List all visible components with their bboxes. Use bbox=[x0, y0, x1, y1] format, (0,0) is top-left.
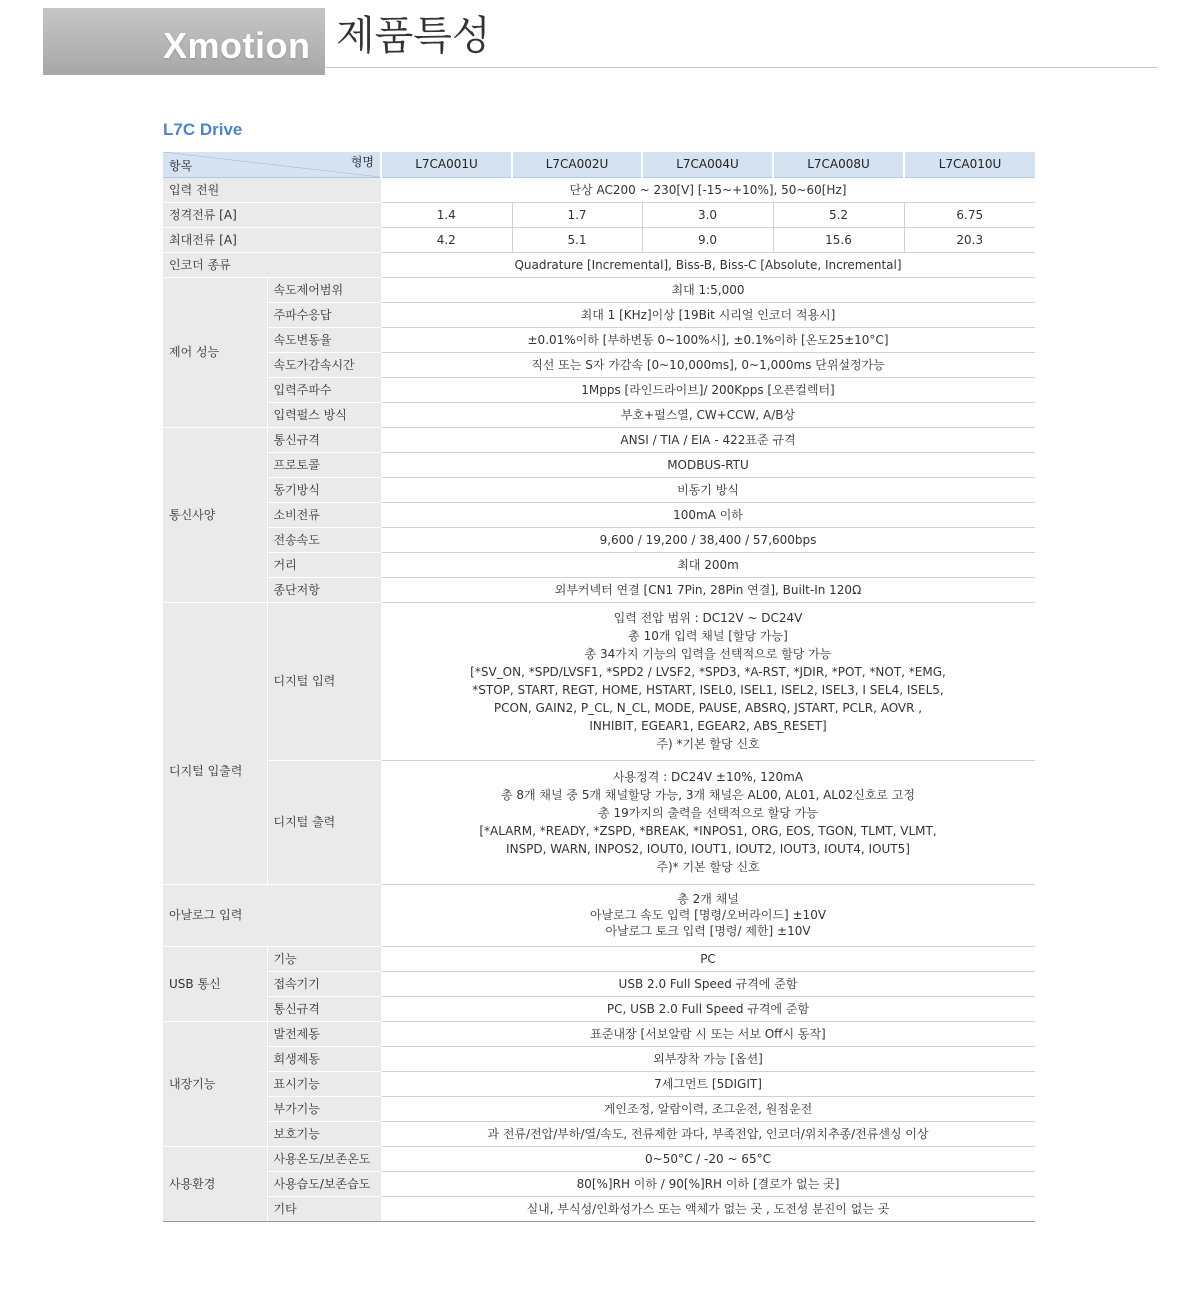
row-value: 20.3 bbox=[904, 227, 1035, 252]
row-label: 종단저항 bbox=[267, 577, 381, 602]
value-line: 주)* 기본 할당 신호 bbox=[656, 860, 760, 874]
header-model-label: 형명 bbox=[350, 155, 374, 169]
row-value: PC, USB 2.0 Full Speed 규격에 준함 bbox=[381, 996, 1035, 1021]
row-label: 디지털 출력 bbox=[267, 760, 381, 884]
table-row bbox=[163, 1121, 1035, 1146]
row-label: 정격전류 [A] bbox=[163, 202, 381, 227]
row-label: 소비전류 bbox=[267, 502, 381, 527]
table-row bbox=[163, 971, 1035, 996]
row-value: 5.1 bbox=[512, 227, 642, 252]
analog-input-value bbox=[381, 884, 1035, 946]
row-value: 외부장착 가능 [옵션] bbox=[381, 1046, 1035, 1071]
table-row bbox=[163, 227, 1035, 252]
row-label: 사용습도/보존습도 bbox=[267, 1171, 381, 1196]
row-value: 외부커넥터 연결 [CN1 7Pin, 28Pin 연결], Built-In 120Ω bbox=[381, 577, 1035, 602]
table-row bbox=[163, 277, 1035, 302]
table-row bbox=[163, 527, 1035, 552]
value-line: 총 19가지의 출력을 선택적으로 할당 가능 bbox=[598, 806, 818, 820]
table-row bbox=[163, 602, 1035, 760]
row-label: 최대전류 [A] bbox=[163, 227, 381, 252]
row-label: 접속기기 bbox=[267, 971, 381, 996]
table-row bbox=[163, 177, 1035, 202]
value-line: PCON, GAIN2, P_CL, N_CL, MODE, PAUSE, ABSRQ, JSTART, PCLR, AOVR , bbox=[493, 701, 923, 715]
row-label: 인코더 종류 bbox=[163, 252, 381, 277]
table-row bbox=[163, 327, 1035, 352]
table-row bbox=[163, 996, 1035, 1021]
row-value: USB 2.0 Full Speed 규격에 준함 bbox=[381, 971, 1035, 996]
row-value: 과 전류/전압/부하/열/속도, 전류제한 과다, 부족전압, 인코더/위치추종/전류센싱 이상 bbox=[381, 1121, 1035, 1146]
table-row bbox=[163, 302, 1035, 327]
row-value: 표준내장 [서보알람 시 또는 서보 Off시 동작] bbox=[381, 1021, 1035, 1046]
table-row bbox=[163, 252, 1035, 277]
row-label: 발전제동 bbox=[267, 1021, 381, 1046]
group-label: 사용환경 bbox=[163, 1146, 267, 1221]
table-row bbox=[163, 477, 1035, 502]
value-line: 아날로그 토크 입력 [명령/ 제한] ±10V bbox=[605, 924, 811, 938]
table-row bbox=[163, 760, 1035, 884]
row-value: 1Mpps [라인드라이브]/ 200Kpps [오픈컬렉터] bbox=[381, 377, 1035, 402]
group-label: 제어 성능 bbox=[163, 277, 267, 427]
table-row bbox=[163, 452, 1035, 477]
row-value: 단상 AC200 ~ 230[V] [-15~+10%], 50~60[Hz] bbox=[381, 177, 1035, 202]
row-label: 디지털 입력 bbox=[267, 602, 381, 760]
model-header: L7CA004U bbox=[642, 152, 773, 177]
row-value: 7세그먼트 [5DIGIT] bbox=[381, 1071, 1035, 1096]
value-line: 총 2개 채널 bbox=[677, 892, 739, 906]
row-value: 게인조정, 알람이력, 조그운전, 원점운전 bbox=[381, 1096, 1035, 1121]
row-value: 4.2 bbox=[381, 227, 512, 252]
table-row bbox=[163, 352, 1035, 377]
table-row bbox=[163, 1021, 1035, 1046]
table-row bbox=[163, 502, 1035, 527]
row-value: 80[%]RH 이하 / 90[%]RH 이하 [결로가 없는 곳] bbox=[381, 1171, 1035, 1196]
title-divider bbox=[325, 67, 1158, 68]
row-label: 전송속도 bbox=[267, 527, 381, 552]
row-value: 3.0 bbox=[642, 202, 773, 227]
table-row bbox=[163, 1196, 1035, 1221]
row-label: 입력 전원 bbox=[163, 177, 381, 202]
table-row bbox=[163, 1146, 1035, 1171]
header-corner-cell bbox=[163, 152, 381, 177]
row-value: 직선 또는 S자 가감속 [0~10,000ms], 0~1,000ms 단위설정가능 bbox=[381, 352, 1035, 377]
row-value: Quadrature [Incremental], Biss-B, Biss-C [Absolute, Incremental] bbox=[381, 252, 1035, 277]
value-line: 총 8개 채널 중 5개 채널할당 가능, 3개 채널은 AL00, AL01, AL02신호로 고정 bbox=[500, 788, 916, 802]
row-label: 통신규격 bbox=[267, 996, 381, 1021]
digital-input-value bbox=[381, 602, 1035, 760]
row-value: 1.4 bbox=[381, 202, 512, 227]
digital-output-value bbox=[381, 760, 1035, 884]
table-row bbox=[163, 1046, 1035, 1071]
table-row bbox=[163, 577, 1035, 602]
row-label: 표시기능 bbox=[267, 1071, 381, 1096]
row-label: 입력주파수 bbox=[267, 377, 381, 402]
value-line: 총 34가지 기능의 입력을 선택적으로 할당 가능 bbox=[584, 647, 832, 661]
row-label: 속도제어범위 bbox=[267, 277, 381, 302]
row-value: ANSI / TIA / EIA - 422표준 규격 bbox=[381, 427, 1035, 452]
group-label: USB 통신 bbox=[163, 946, 267, 1021]
row-value: 부호+펄스열, CW+CCW, A/B상 bbox=[381, 402, 1035, 427]
value-line: *STOP, START, REGT, HOME, HSTART, ISEL0, ISEL1, ISEL2, ISEL3, I SEL4, ISEL5, bbox=[472, 683, 944, 697]
row-value: PC bbox=[381, 946, 1035, 971]
value-line: INSPD, WARN, INPOS2, IOUT0, IOUT1, IOUT2, IOUT3, IOUT4, IOUT5] bbox=[506, 842, 910, 856]
row-label: 보호기능 bbox=[267, 1121, 381, 1146]
table-row bbox=[163, 1171, 1035, 1196]
row-value: 비동기 방식 bbox=[381, 477, 1035, 502]
table-row bbox=[163, 402, 1035, 427]
value-line: 총 10개 입력 채널 [할당 가능] bbox=[628, 629, 788, 643]
table-row bbox=[163, 884, 1035, 946]
table-row bbox=[163, 1096, 1035, 1121]
row-value: 6.75 bbox=[904, 202, 1035, 227]
row-label: 프로토콜 bbox=[267, 452, 381, 477]
table-header-row bbox=[163, 152, 1035, 177]
row-value: 최대 200m bbox=[381, 552, 1035, 577]
section-title: L7C Drive bbox=[163, 120, 243, 139]
page-title: 제품특성 bbox=[336, 13, 491, 59]
row-value: 15.6 bbox=[773, 227, 904, 252]
value-line: 사용정격 : DC24V ±10%, 120mA bbox=[612, 770, 804, 784]
row-value: 5.2 bbox=[773, 202, 904, 227]
row-label: 부가기능 bbox=[267, 1096, 381, 1121]
table-row bbox=[163, 946, 1035, 971]
row-label: 사용온도/보존온도 bbox=[267, 1146, 381, 1171]
row-label: 주파수응답 bbox=[267, 302, 381, 327]
model-header: L7CA002U bbox=[512, 152, 642, 177]
group-label: 통신사양 bbox=[163, 427, 267, 602]
row-value: 최대 1:5,000 bbox=[381, 277, 1035, 302]
group-label: 내장기능 bbox=[163, 1021, 267, 1146]
table-row bbox=[163, 202, 1035, 227]
row-value: ±0.01%이하 [부하변동 0~100%시], ±0.1%이하 [온도25±10°C] bbox=[381, 327, 1035, 352]
spec-table bbox=[163, 152, 1035, 1222]
value-line: INHIBIT, EGEAR1, EGEAR2, ABS_RESET] bbox=[589, 719, 827, 733]
model-header: L7CA008U bbox=[773, 152, 904, 177]
row-label: 입력펄스 방식 bbox=[267, 402, 381, 427]
table-row bbox=[163, 1071, 1035, 1096]
row-value: 0~50°C / -20 ~ 65°C bbox=[381, 1146, 1035, 1171]
row-value: 9.0 bbox=[642, 227, 773, 252]
row-label: 거리 bbox=[267, 552, 381, 577]
row-value: 9,600 / 19,200 / 38,400 / 57,600bps bbox=[381, 527, 1035, 552]
value-line: 아날로그 속도 입력 [명령/오버라이드] ±10V bbox=[589, 908, 827, 922]
table-row bbox=[163, 552, 1035, 577]
value-line: [*SV_ON, *SPD/LVSF1, *SPD2 / LVSF2, *SPD3, *A-RST, *JDIR, *POT, *NOT, *EMG, bbox=[470, 665, 946, 679]
model-header: L7CA010U bbox=[904, 152, 1035, 177]
row-label: 동기방식 bbox=[267, 477, 381, 502]
group-label: 디지털 입출력 bbox=[163, 602, 267, 884]
row-value: 1.7 bbox=[512, 202, 642, 227]
row-label: 기타 bbox=[267, 1196, 381, 1221]
row-label: 아날로그 입력 bbox=[163, 884, 381, 946]
row-label: 속도변동율 bbox=[267, 327, 381, 352]
model-header: L7CA001U bbox=[381, 152, 512, 177]
header-item-label: 항목 bbox=[169, 158, 193, 173]
row-value: MODBUS-RTU bbox=[381, 452, 1035, 477]
row-value: 실내, 부식성/인화성가스 또는 액체가 없는 곳 , 도전성 분진이 없는 곳 bbox=[381, 1196, 1035, 1221]
row-label: 회생제동 bbox=[267, 1046, 381, 1071]
table-row bbox=[163, 427, 1035, 452]
row-label: 통신규격 bbox=[267, 427, 381, 452]
xmotion-logo: Xmotion bbox=[163, 25, 311, 66]
value-line: 입력 전압 범위 : DC12V ~ DC24V bbox=[613, 611, 803, 625]
row-value: 최대 1 [KHz]이상 [19Bit 시리얼 인코더 적용시] bbox=[381, 302, 1035, 327]
value-line: 주) *기본 할당 신호 bbox=[656, 737, 760, 751]
table-row bbox=[163, 377, 1035, 402]
row-label: 기능 bbox=[267, 946, 381, 971]
value-line: [*ALARM, *READY, *ZSPD, *BREAK, *INPOS1, ORG, EOS, TGON, TLMT, VLMT, bbox=[479, 824, 937, 838]
row-label: 속도가감속시간 bbox=[267, 352, 381, 377]
row-value: 100mA 이하 bbox=[381, 502, 1035, 527]
